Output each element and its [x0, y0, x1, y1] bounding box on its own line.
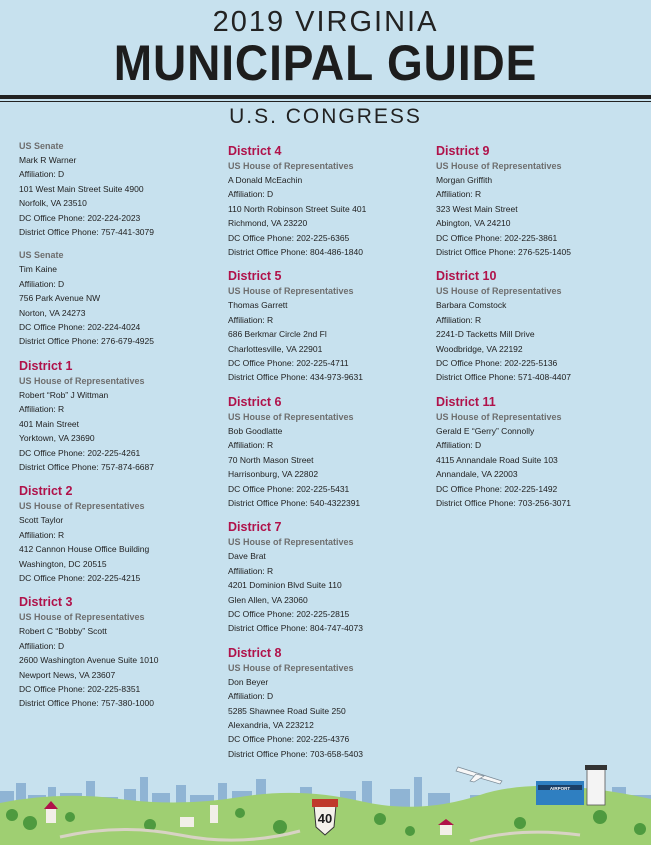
column-districts-9-11 [436, 139, 641, 519]
entry-affiliation: Affiliation: D [228, 189, 274, 200]
entry-address2: Alexandria, VA 223212 [228, 719, 314, 730]
entry-affiliation: Affiliation: D [19, 640, 65, 651]
airplane-icon [456, 767, 502, 784]
office-title: US House of Representatives [228, 662, 354, 673]
entry-name: Tim Kaine [19, 264, 57, 275]
entry-affiliation: Affiliation: R [436, 189, 482, 200]
entry-address2: Norton, VA 24273 [19, 307, 86, 318]
entry-address1: 5285 Shawnee Road Suite 250 [228, 705, 346, 716]
column-districts-4-8 [228, 139, 433, 770]
representative-entry [436, 143, 641, 259]
section-subtitle: U.S. CONGRESS [229, 105, 422, 128]
representative-entry [436, 394, 641, 510]
office-title: US Senate [19, 141, 64, 151]
entry-dc-phone: DC Office Phone: 202-225-1492 [436, 483, 558, 494]
header-rule-thick [0, 95, 651, 99]
district-heading: District 9 [436, 144, 490, 158]
entry-district-phone: District Office Phone: 540-4322391 [228, 497, 361, 508]
entry-dc-phone: DC Office Phone: 202-224-4024 [19, 322, 141, 333]
entry-name: A Donald McEachin [228, 175, 303, 185]
entry-name: Mark R Warner [19, 155, 77, 165]
entry-address1: 101 West Main Street Suite 4900 [19, 183, 144, 194]
representative-entry [19, 139, 224, 239]
airport-terminal [536, 765, 607, 805]
office-title: US House of Representatives [19, 375, 145, 386]
district-heading: District 2 [19, 484, 73, 499]
entry-name: Thomas Garrett [228, 300, 288, 311]
entry-dc-phone: DC Office Phone: 202-224-2023 [19, 212, 141, 223]
office-title: US House of Representatives [19, 501, 145, 512]
office-title: US House of Representatives [228, 286, 354, 297]
entry-district-phone: District Office Phone: 276-525-1405 [436, 247, 571, 258]
city-illustration [0, 765, 651, 845]
office-title: US House of Representatives [228, 537, 354, 548]
representative-entry [228, 645, 433, 761]
airport-sign-text: AIRPORT [549, 786, 571, 791]
entry-dc-phone: DC Office Phone: 202-225-4215 [19, 572, 141, 583]
district-heading: District 10 [436, 269, 497, 284]
entry-address1: 686 Berkmar Circle 2nd Fl [228, 329, 327, 340]
entry-district-phone: District Office Phone: 703-658-5403 [228, 748, 363, 759]
district-heading: District 5 [228, 269, 282, 284]
entry-address1: 412 Cannon House Office Building [19, 544, 150, 555]
entry-address2: Annandale, VA 22003 [436, 469, 518, 480]
entry-address2: Woodbridge, VA 22192 [436, 343, 523, 354]
entry-address1: 323 West Main Street [436, 203, 518, 214]
entry-district-phone: District Office Phone: 757-874-6687 [19, 461, 154, 472]
entry-dc-phone: DC Office Phone: 202-225-2815 [228, 608, 350, 619]
entry-affiliation: Affiliation: D [19, 169, 65, 180]
entry-name: Morgan Griffith [436, 175, 493, 185]
representative-entry [228, 519, 433, 635]
entry-address2: Charlottesville, VA 22901 [228, 343, 323, 354]
entry-address1: 2600 Washington Avenue Suite 1010 [19, 655, 159, 666]
entry-affiliation: Affiliation: R [228, 314, 274, 325]
representative-entry [228, 394, 433, 510]
district-heading: District 8 [228, 645, 282, 660]
entry-affiliation: Affiliation: D [436, 440, 482, 451]
entry-name: Don Beyer [228, 676, 269, 687]
entry-district-phone: District Office Phone: 703-256-3071 [436, 497, 571, 508]
representative-entry [19, 358, 224, 474]
entry-affiliation: Affiliation: R [436, 314, 482, 325]
entry-affiliation: Affiliation: R [228, 565, 274, 576]
entry-affiliation: Affiliation: D [19, 278, 65, 289]
entry-address1: 70 North Mason Street [228, 454, 314, 465]
entry-address1: 401 Main Street [19, 418, 80, 429]
entry-dc-phone: DC Office Phone: 202-225-4376 [228, 734, 350, 745]
interstate-badge-number: 40 [317, 811, 333, 826]
district-heading: District 11 [436, 394, 496, 409]
entry-district-phone: District Office Phone: 276-679-4925 [19, 336, 154, 347]
entry-address1: 4201 Dominion Blvd Suite 110 [228, 580, 342, 591]
entry-district-phone: District Office Phone: 434-973-9631 [228, 372, 363, 383]
district-heading: District 4 [228, 144, 282, 158]
office-title: US Senate [19, 250, 64, 261]
representative-entry [228, 268, 433, 384]
entry-name: Gerald E “Gerry” Connolly [436, 425, 535, 436]
entry-address2: Yorktown, VA 23690 [19, 433, 95, 444]
entry-dc-phone: DC Office Phone: 202-225-6365 [228, 232, 350, 243]
entry-affiliation: Affiliation: D [228, 691, 274, 702]
entry-name: Bob Goodlatte [228, 425, 283, 436]
page-title: MUNICIPAL GUIDE [113, 35, 538, 91]
entry-dc-phone: DC Office Phone: 202-225-5431 [228, 483, 350, 494]
header-rule-thin [0, 101, 651, 102]
entry-address2: Newport News, VA 23607 [19, 669, 116, 680]
entry-district-phone: District Office Phone: 571-408-4407 [436, 372, 571, 383]
entry-dc-phone: DC Office Phone: 202-225-3861 [436, 232, 558, 243]
entry-affiliation: Affiliation: R [19, 404, 65, 415]
office-title: US House of Representatives [436, 411, 562, 422]
entry-name: Robert C “Bobby” Scott [19, 626, 107, 637]
entry-address2: Richmond, VA 23220 [228, 218, 308, 229]
entry-address1: 756 Park Avenue NW [19, 293, 101, 304]
entry-address2: Abington, VA 24210 [436, 218, 511, 229]
district-heading: District 3 [19, 595, 73, 610]
entry-name: Scott Taylor [19, 515, 64, 526]
office-title: US House of Representatives [228, 161, 354, 171]
entry-address1: 110 North Robinson Street Suite 401 [228, 203, 367, 214]
entry-address2: Washington, DC 20515 [19, 558, 107, 569]
representative-entry [19, 483, 224, 585]
entry-district-phone: District Office Phone: 757-441-3079 [19, 227, 154, 238]
district-heading: District 7 [228, 520, 282, 535]
entry-address1: 4115 Annandale Road Suite 103 [436, 454, 558, 465]
column-senate-districts-1-3 [19, 139, 224, 720]
title-year-state: 2019 VIRGINIA [212, 6, 439, 38]
representative-entry [228, 143, 433, 259]
entry-address1: 2241-D Tacketts Mill Drive [436, 329, 535, 340]
entry-address2: Harrisonburg, VA 22802 [228, 469, 319, 480]
office-title: US House of Representatives [436, 161, 562, 171]
representative-entry [19, 248, 224, 348]
district-heading: District 6 [228, 394, 282, 409]
entry-name: Dave Brat [228, 551, 266, 562]
entry-district-phone: District Office Phone: 757-380-1000 [19, 698, 154, 709]
entry-affiliation: Affiliation: R [228, 440, 274, 451]
entry-name: Robert “Rob” J Wittman [19, 389, 109, 400]
entry-dc-phone: DC Office Phone: 202-225-4261 [19, 447, 141, 458]
entry-dc-phone: DC Office Phone: 202-225-5136 [436, 358, 558, 369]
entry-affiliation: Affiliation: R [19, 529, 65, 540]
entry-address2: Glen Allen, VA 23060 [228, 594, 308, 605]
representative-entry [19, 594, 224, 710]
entry-dc-phone: DC Office Phone: 202-225-8351 [19, 683, 141, 694]
office-title: US House of Representatives [228, 411, 354, 422]
entry-district-phone: District Office Phone: 804-486-1840 [228, 247, 363, 258]
entry-address2: Norfolk, VA 23510 [19, 198, 87, 209]
representative-entry [436, 268, 641, 384]
office-title: US House of Representatives [436, 286, 562, 297]
entry-district-phone: District Office Phone: 804-747-4073 [228, 623, 363, 634]
entry-name: Barbara Comstock [436, 300, 507, 311]
entry-dc-phone: DC Office Phone: 202-225-4711 [228, 358, 349, 369]
office-title: US House of Representatives [19, 612, 145, 623]
district-heading: District 1 [19, 358, 73, 373]
